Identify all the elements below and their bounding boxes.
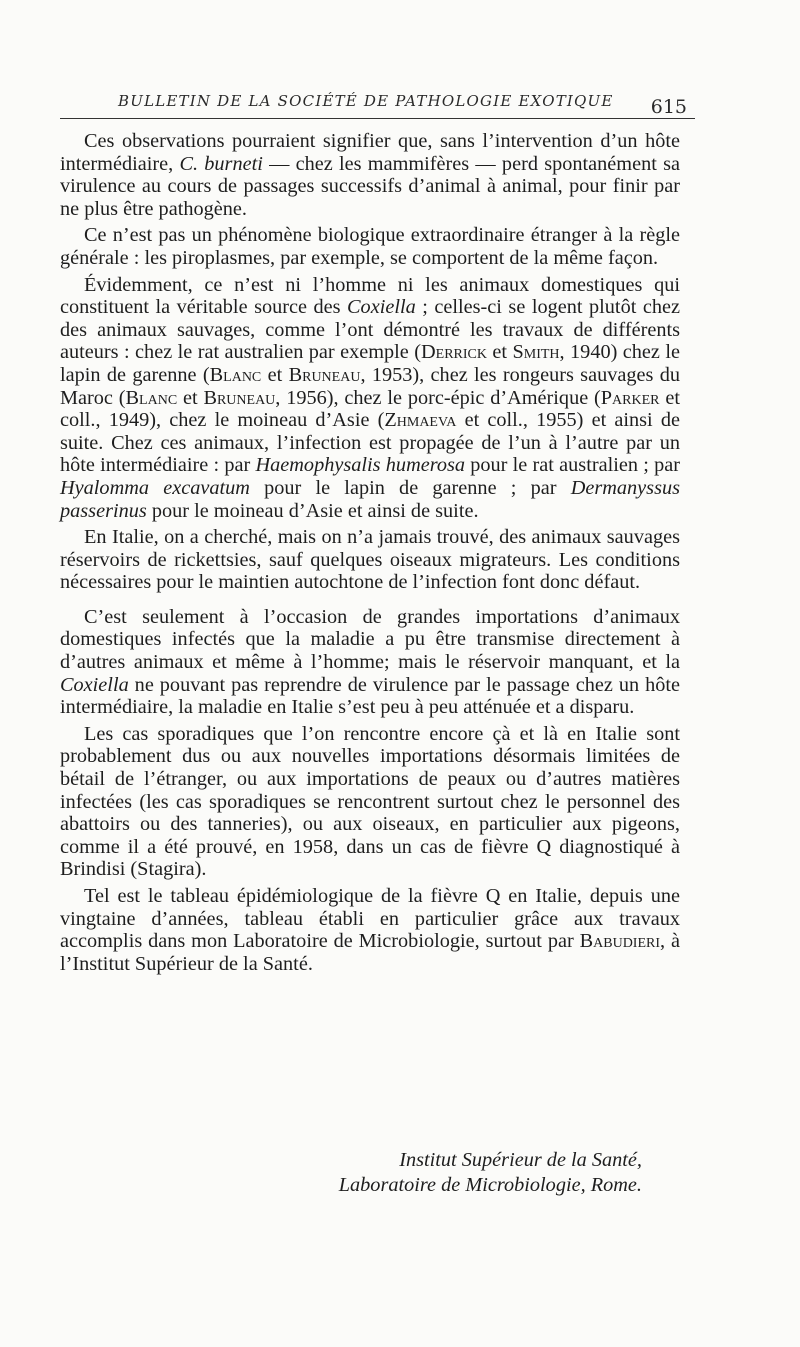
- paragraph-1: Ces observations pourraient signifier que, sans l’intervention d’un hôte intermédiaire, C. burneti — chez les mammifères — perd spontanément sa virulence au cours de passages successifs d’animal à animal, pour finir par ne plus être pathogène.: [60, 130, 680, 220]
- affiliation-institute: Institut Supérieur de la Santé,: [399, 1149, 642, 1171]
- page-header: [60, 92, 695, 122]
- paragraph-3: Évidemment, ce n’est ni l’homme ni les animaux domestiques qui constituent la véritable source des Coxiella ; celles-ci se logent plutôt chez des animaux sauvages, comme l’ont démontré les travaux de différents auteurs : chez le rat australien par exemple (Derrick et Smith, 1940) chez le lapin de garenne (Blanc et Bruneau, 1953), chez les rongeurs sauvages du Maroc (Blanc et Bruneau, 1956), chez le porc-épic d’Amérique (Parker et coll., 1949), chez le moineau d’Asie (Zhmaeva et coll., 1955) et ainsi de suite. Chez ces animaux, l’infection est propagée de l’un à l’autre par un hôte intermédiaire : par Haemophysalis humerosa pour le rat australien ; par Hyalomma excavatum pour le lapin de garenne ; par Dermanyssus passerinus pour le moineau d’Asie et ainsi de suite.: [60, 273, 681, 522]
- header-rule: [60, 118, 695, 119]
- paragraph-4: En Italie, on a cherché, mais on n’a jamais trouvé, des animaux sauvages réservoirs de rickettsies, sauf quelques oiseaux migrateurs. Les conditions nécessaires pour le maintien autochtone de l’infection font donc défaut.: [60, 526, 680, 594]
- genus-name: Coxiella: [60, 673, 129, 696]
- paragraph-2: Ce n’est pas un phénomène biologique extraordinaire étranger à la règle générale : les piroplasmes, par exemple, se comportent de la même façon.: [60, 224, 680, 269]
- page-number: 615: [650, 96, 687, 118]
- species-name: Haemophysalis humerosa: [255, 454, 466, 477]
- paragraph-7: Tel est le tableau épidémiologique de la fièvre Q en Italie, depuis une vingtaine d’années, tableau établi en particulier grâce aux travaux accomplis dans mon Laboratoire de Microbiologie, surtout par Babudieri, à l’Institut Supérieur de la Santé.: [60, 885, 680, 975]
- genus-name: Coxiella: [347, 296, 416, 319]
- species-name: Dermanyssus passerinus: [60, 476, 680, 522]
- author-affiliation: [339, 1148, 642, 1198]
- paragraph-5: C’est seulement à l’occasion de grandes importations d’animaux domestiques infectés que la maladie a pu être transmise directement à d’autres animaux et même à l’homme; mais le réservoir manquant, et la Coxiella ne pouvant pas reprendre de virulence par le passage chez un hôte intermédiaire, la maladie en Italie s’est peu à peu atténuée et a disparu.: [60, 605, 680, 719]
- author-name: Babudieri: [579, 930, 661, 953]
- running-title: BULLETIN DE LA SOCIÉTÉ DE PATHOLOGIE EXOTIQUE: [118, 92, 614, 110]
- author-name: Blanc: [125, 386, 178, 409]
- author-name: Derrick: [421, 341, 487, 364]
- affiliation-laboratory: Laboratoire de Microbiologie, Rome.: [338, 1174, 642, 1196]
- author-name: Parker: [600, 386, 660, 409]
- article-body: [60, 130, 680, 979]
- author-name: Smith: [512, 341, 560, 364]
- author-name: Bruneau: [288, 363, 361, 386]
- author-name: Bruneau: [203, 386, 276, 409]
- paragraph-6: Les cas sporadiques que l’on rencontre encore çà et là en Italie sont probablement dus ou aux nouvelles importations désormais limitées de bétail de l’étranger, ou aux importations de peaux ou d’autres matières infectées (les cas sporadiques se rencontrent surtout chez le personnel des abattoirs ou des tanneries), ou aux oiseaux, en particulier aux pigeons, comme il a été prouvé, en 1958, dans un cas de fièvre Q diagnostiqué à Brindisi (Stagira).: [60, 722, 680, 881]
- author-name: Zhmaeva: [384, 409, 457, 432]
- species-name: C. burneti: [179, 152, 263, 175]
- species-name: Hyalomma excavatum: [60, 476, 250, 499]
- author-name: Blanc: [209, 363, 262, 386]
